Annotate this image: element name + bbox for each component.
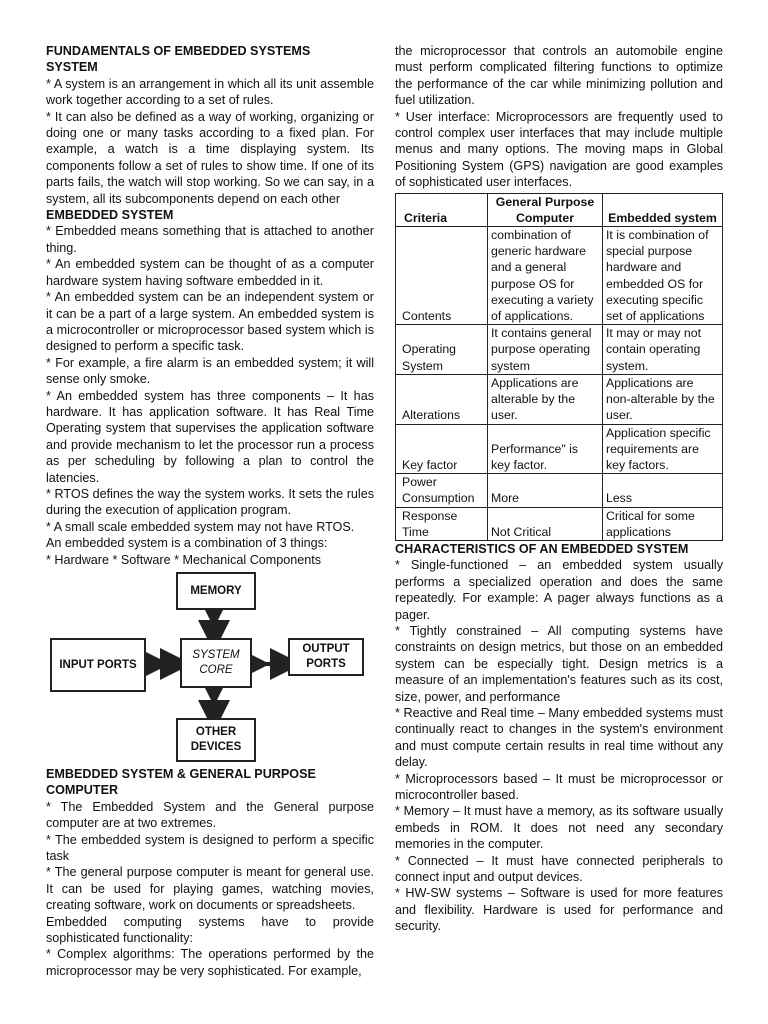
paragraph: * The general purpose computer is meant for general use. It can be used for playing games, watching movies, creating software, work on documents or spreadsheets. [46,865,374,913]
system-heading: SYSTEM [46,60,98,75]
table-cell: Operating System [396,325,488,375]
paragraph: * Reactive and Real time – Many embedded systems must continually react to changes in the system's environment and must compute certain results in real time without any delay. [395,705,723,770]
table-cell: It is combination of special purpose hardware and embedded OS for executing specific set of applications [603,227,723,325]
system-core-box: SYSTEM CORE [180,638,252,688]
paragraph: * Embedded means something that is attached to another thing. [46,224,374,255]
table-cell: Less [603,474,723,507]
table-cell: Response Time [396,507,488,540]
paragraph: the microprocessor that controls an automobile engine must perform complicated filtering functions to optimize the performance of the car while minimizing pollution and fuel utilization. [395,44,723,108]
paragraph: * For example, a fire alarm is an embedded system; it will sense only smoke. [46,355,374,387]
table-cell: Alterations [396,374,488,424]
paragraph: * An embedded system can be an independent system or it can be a part of a large system. An embedded system is a microcontroller or microprocessor based system which is designed to perform a specific task. [46,290,374,354]
paragraph: * It can also be defined as a way of working, organizing or doing one or many tasks according to a fixed plan. For example, a watch is a time displaying system. Its components follow a set of rules to show time. If one of its parts fails, the watch will stop working. So we can say, in a system, all its subcomponents depend on each other [46,109,374,206]
input-ports-box: INPUT PORTS [50,638,146,692]
right-column [395,43,723,935]
table-row [396,507,723,540]
table-header: Criteria [396,193,488,226]
table-row [396,474,723,507]
paragraph: * The Embedded System and the General purpose computer are at two extremes. [46,799,374,831]
paragraph: * Microprocessors based – It must be microprocessor or microcontroller based. [395,771,723,803]
table-row [396,374,723,424]
paragraph: * The embedded system is designed to perform a specific task [46,832,374,864]
table-cell: combination of generic hardware and a general purpose OS for executing a variety of applications. [488,227,603,325]
table-cell: Contents [396,227,488,325]
paragraph: * Complex algorithms: The operations performed by the microprocessor may be very sophisticated. For example, [46,947,374,978]
table-cell: Not Critical [488,507,603,540]
table-header-row [396,193,723,226]
table-cell: Applications are alterable by the user. [488,374,603,424]
paragraph: * Tightly constrained – All computing systems have constraints on design metrics, but those on an embedded system can be especially tight. Design metrics is a measure of an implementation's features such as its cost, size, power, and performance [395,623,723,704]
table-cell: Critical for some applications [603,507,723,540]
embedded-system-diagram [46,572,376,762]
paragraph: * RTOS defines the way the system works. It sets the rules during the execution of application program. [46,486,374,518]
embedded-system-heading: EMBEDDED SYSTEM [46,208,174,223]
document-title: FUNDAMENTALS OF EMBEDDED SYSTEMS [46,44,311,58]
table-cell: It contains general purpose operating system [488,325,603,375]
table-cell: It may or may not contain operating system. [603,325,723,375]
paragraph: * An embedded system has three components – It has hardware. It has application software. It has Real Time Operating system that supervises the application software and provide mechanism to let the processor run a process as per scheduling by following a plan to control the latencies. [46,388,374,485]
left-column [46,43,374,979]
memory-box: MEMORY [176,572,256,610]
paragraph: * An embedded system can be thought of as a computer hardware system having software embedded in it. [46,257,374,288]
comparison-table [395,193,723,541]
paragraph: * A system is an arrangement in which all its unit assemble work together according to a set of rules. [46,76,374,108]
table-row [396,424,723,474]
paragraph: * User interface: Microprocessors are frequently used to control complex user interfaces that may include multiple menus and many options. The moving maps in Global Positioning System (GPS) navigation are good examples of sophisticated user interfaces. [395,109,723,190]
table-cell: Applications are non-alterable by the user. [603,374,723,424]
table-header: General Purpose Computer [488,193,603,226]
gp-computer-heading: EMBEDDED SYSTEM & GENERAL PURPOSE COMPUTER [46,767,316,798]
table-cell: Key factor [396,424,488,474]
table-cell: Performance" is key factor. [488,424,603,474]
table-cell: Application specific requirements are key factors. [603,424,723,474]
characteristics-heading: CHARACTERISTICS OF AN EMBEDDED SYSTEM [395,541,689,556]
paragraph: * Connected – It must have connected peripherals to connect input and output devices. [395,853,723,885]
paragraph: An embedded system is a combination of 3 things: [46,536,328,551]
paragraph: * Memory – It must have a memory, as its software usually embeds in ROM. It does not need any secondary memories in the computer. [395,804,723,852]
paragraph: * HW-SW systems – Software is used for more features and flexibility. Hardware is used for performance and security. [395,886,723,934]
paragraph: * A small scale embedded system may not have RTOS. [46,519,355,534]
table-cell: Power Consumption [396,474,488,507]
table-cell: More [488,474,603,507]
other-devices-box: OTHER DEVICES [176,718,256,762]
table-header: Embedded system [603,193,723,226]
table-row [396,227,723,325]
output-ports-box: OUTPUT PORTS [288,638,364,676]
paragraph: * Hardware * Software * Mechanical Components [46,552,322,567]
table-row [396,325,723,375]
paragraph: Embedded computing systems have to provide sophisticated functionality: [46,914,374,946]
paragraph: * Single-functioned – an embedded system usually performs a specialized operation and does the same repeatedly. For example: A pager always functions as a pager. [395,558,723,622]
